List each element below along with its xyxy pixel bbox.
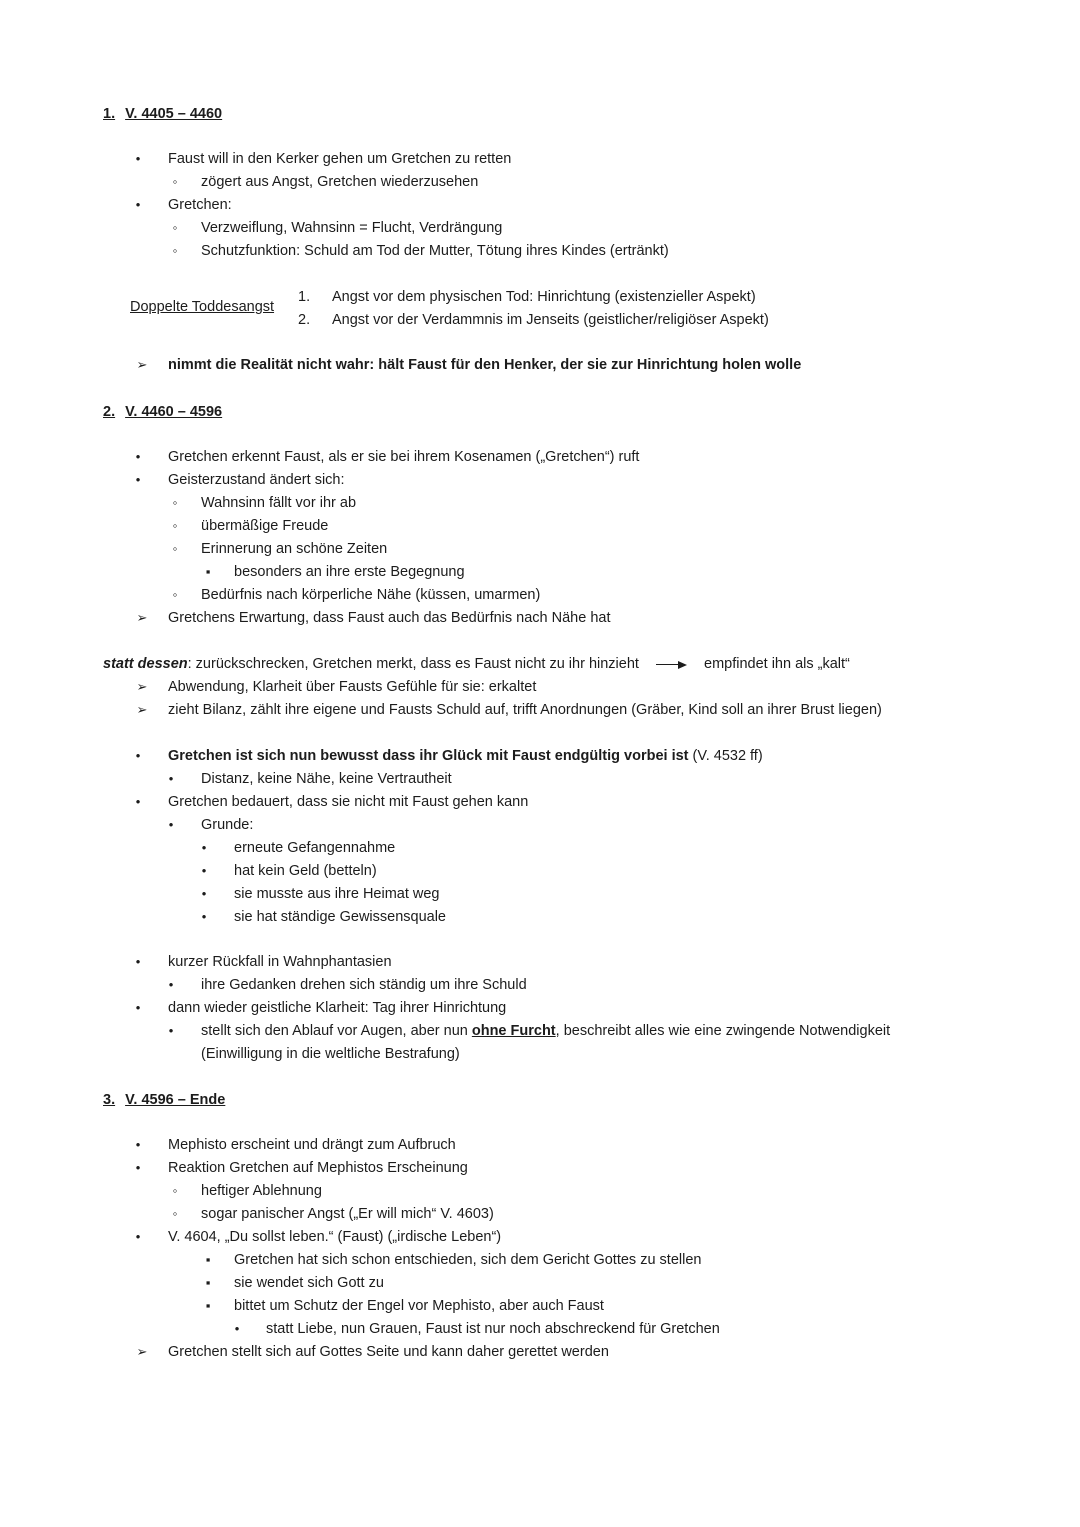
- bullet-icon: •: [234, 1321, 240, 1336]
- list-item: kurzer Rückfall in Wahnphantasien: [168, 954, 392, 970]
- statt-dessen-label: statt dessen: [103, 656, 188, 672]
- statt-dessen-line: statt dessen: zurückschrecken, Gretchen merkt, dass es Faust nicht zu ihr hinzieht: [103, 656, 639, 672]
- list-item: sie musste aus ihre Heimat weg: [234, 886, 440, 902]
- list-item: dann wieder geistliche Klarheit: Tag ihrer Hinrichtung: [168, 1000, 507, 1016]
- section-heading-3: 3. V. 4596 – Ende: [103, 1092, 226, 1108]
- list-item: Schutzfunktion: Schuld am Tod der Mutter, Tötung ihres Kindes (ertränkt): [201, 243, 669, 259]
- long-arrow-icon: [656, 664, 678, 665]
- square-bullet-icon: ▪: [205, 1275, 211, 1290]
- list-item: Wahnsinn fällt vor ihr ab: [201, 495, 357, 511]
- bullet-icon: •: [135, 1137, 141, 1152]
- circle-bullet-icon: ◦: [172, 1206, 178, 1221]
- conclusion: nimmt die Realität nicht wahr: hält Faust für den Henker, der sie zur Hinrichtung holen wolle: [168, 357, 802, 373]
- list-item: bittet um Schutz der Engel vor Mephisto, aber auch Faust: [234, 1298, 604, 1314]
- bullet-icon: •: [168, 771, 174, 786]
- list-item-continuation: (Einwilligung in die weltliche Bestrafung): [201, 1046, 460, 1062]
- bullet-icon: •: [135, 151, 141, 166]
- circle-bullet-icon: ◦: [172, 1183, 178, 1198]
- list-item: Gretchen hat sich schon entschieden, sich dem Gericht Gottes zu stellen: [234, 1252, 702, 1268]
- list-item: erneute Gefangennahme: [234, 840, 396, 856]
- circle-bullet-icon: ◦: [172, 541, 178, 556]
- list-item: sogar panischer Angst („Er will mich“ V. 4603): [201, 1206, 494, 1222]
- list-item: sie wendet sich Gott zu: [234, 1275, 384, 1291]
- numbered-item: Angst vor dem physischen Tod: Hinrichtung (existenzieller Aspekt): [332, 289, 756, 305]
- square-bullet-icon: ▪: [205, 564, 211, 579]
- toddesangst-label: Doppelte Toddesangst: [130, 299, 275, 315]
- list-item: zögert aus Angst, Gretchen wiederzusehen: [201, 174, 479, 190]
- arrow-bullet-icon: ➢: [136, 357, 148, 372]
- arrow-bullet-icon: ➢: [136, 679, 148, 694]
- list-item: sie hat ständige Gewissensquale: [234, 909, 446, 925]
- list-item: zieht Bilanz, zählt ihre eigene und Fausts Schuld auf, trifft Anordnungen (Gräber, Kind soll an ihrer Brust liegen): [168, 702, 882, 718]
- bullet-icon: •: [135, 197, 141, 212]
- bullet-icon: •: [135, 1160, 141, 1175]
- circle-bullet-icon: ◦: [172, 495, 178, 510]
- list-item: Gretchen bedauert, dass sie nicht mit Faust gehen kann: [168, 794, 529, 810]
- list-item: Grunde:: [201, 817, 254, 833]
- list-item: hat kein Geld (betteln): [234, 863, 377, 879]
- bullet-icon: •: [135, 954, 141, 969]
- numbered-item: Angst vor der Verdammnis im Jenseits (geistlicher/religiöser Aspekt): [332, 312, 769, 328]
- list-item: Verzweiflung, Wahnsinn = Flucht, Verdrängung: [201, 220, 503, 236]
- bullet-icon: •: [201, 909, 207, 924]
- section-heading-1: 1. V. 4405 – 4460: [103, 106, 223, 122]
- list-item: besonders an ihre erste Begegnung: [234, 564, 465, 580]
- list-item: ihre Gedanken drehen sich ständig um ihre Schuld: [201, 977, 527, 993]
- numbered-item-number: 1.: [298, 289, 311, 305]
- bullet-icon: •: [135, 748, 141, 763]
- list-item: übermäßige Freude: [201, 518, 329, 534]
- square-bullet-icon: ▪: [205, 1252, 211, 1267]
- list-item: Gretchen ist sich nun bewusst dass ihr Glück mit Faust endgültig vorbei ist (V. 4532 ff): [168, 748, 763, 764]
- list-item: Erinnerung an schöne Zeiten: [201, 541, 388, 557]
- bullet-icon: •: [201, 840, 207, 855]
- bullet-icon: •: [168, 977, 174, 992]
- bullet-icon: •: [135, 449, 141, 464]
- circle-bullet-icon: ◦: [172, 518, 178, 533]
- bullet-icon: •: [135, 794, 141, 809]
- arrow-bullet-icon: ➢: [136, 610, 148, 625]
- numbered-item-number: 2.: [298, 312, 311, 328]
- list-item: Reaktion Gretchen auf Mephistos Erscheinung: [168, 1160, 468, 1176]
- list-item: Mephisto erscheint und drängt zum Aufbruch: [168, 1137, 456, 1153]
- bullet-icon: •: [201, 886, 207, 901]
- list-item: Gretchen:: [168, 197, 232, 213]
- arrow-bullet-icon: ➢: [136, 702, 148, 717]
- list-item: Gretchens Erwartung, dass Faust auch das Bedürfnis nach Nähe hat: [168, 610, 611, 626]
- arrow-bullet-icon: ➢: [136, 1344, 148, 1359]
- list-item: heftiger Ablehnung: [201, 1183, 322, 1199]
- bullet-icon: •: [168, 1023, 174, 1038]
- list-item: Faust will in den Kerker gehen um Gretchen zu retten: [168, 151, 512, 167]
- list-item: empfindet ihn als „kalt“: [704, 656, 850, 672]
- list-item: statt Liebe, nun Grauen, Faust ist nur noch abschreckend für Gretchen: [266, 1321, 720, 1337]
- bullet-icon: •: [135, 472, 141, 487]
- list-item: Geisterzustand ändert sich:: [168, 472, 345, 488]
- bullet-icon: •: [168, 817, 174, 832]
- list-item: Bedürfnis nach körperliche Nähe (küssen, umarmen): [201, 587, 541, 603]
- list-item: Distanz, keine Nähe, keine Vertrautheit: [201, 771, 452, 787]
- bullet-icon: •: [201, 863, 207, 878]
- circle-bullet-icon: ◦: [172, 174, 178, 189]
- circle-bullet-icon: ◦: [172, 220, 178, 235]
- circle-bullet-icon: ◦: [172, 587, 178, 602]
- square-bullet-icon: ▪: [205, 1298, 211, 1313]
- arrow-head-icon: [678, 661, 687, 669]
- list-item: Abwendung, Klarheit über Fausts Gefühle für sie: erkaltet: [168, 679, 537, 695]
- section-heading-2: 2. V. 4460 – 4596: [103, 404, 223, 420]
- list-item: stellt sich den Ablauf vor Augen, aber nun ohne Furcht, beschreibt alles wie eine zwingende Notwendigkeit: [201, 1023, 891, 1039]
- list-item: Gretchen stellt sich auf Gottes Seite und kann daher gerettet werden: [168, 1344, 609, 1360]
- list-item: V. 4604, „Du sollst leben.“ (Faust) („irdische Leben“): [168, 1229, 502, 1245]
- bullet-icon: •: [135, 1229, 141, 1244]
- circle-bullet-icon: ◦: [172, 243, 178, 258]
- bullet-icon: •: [135, 1000, 141, 1015]
- list-item: Gretchen erkennt Faust, als er sie bei ihrem Kosenamen („Gretchen“) ruft: [168, 449, 640, 465]
